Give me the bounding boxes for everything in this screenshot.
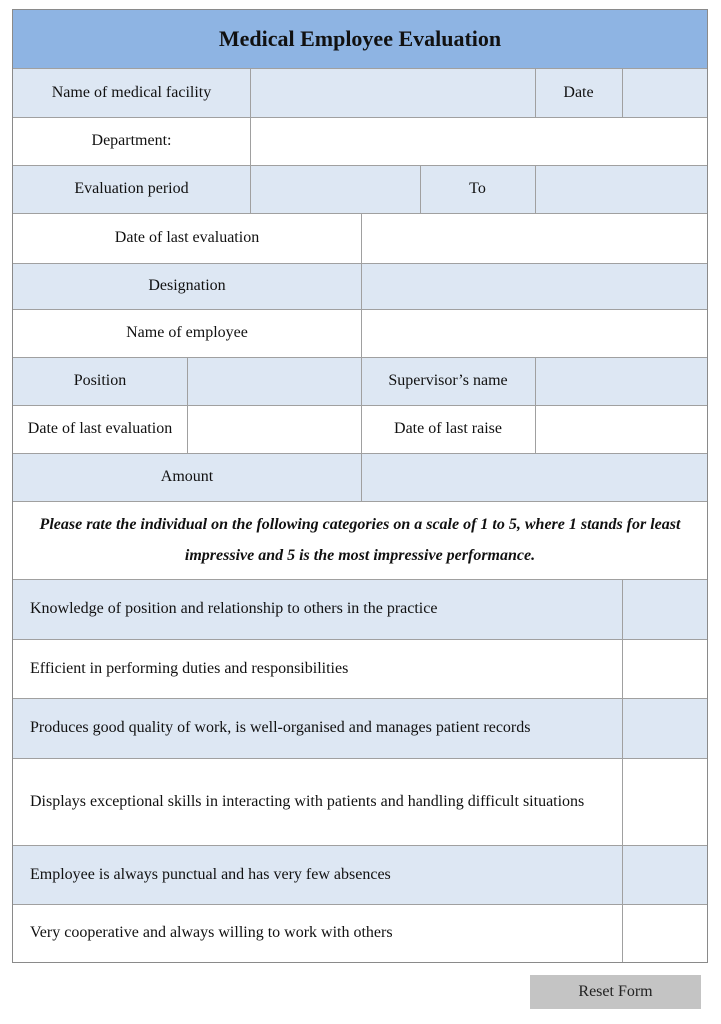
reset-form-button[interactable]: Reset Form <box>530 975 701 1009</box>
grid-line <box>420 165 421 213</box>
grid-line <box>361 213 362 501</box>
grid-line <box>622 68 623 117</box>
grid-line <box>622 579 623 962</box>
evaluation-form <box>12 9 708 963</box>
amount-input[interactable] <box>361 453 707 501</box>
date-last-eval-input[interactable] <box>361 213 707 263</box>
criteria-label: Employee is always punctual and has very few absences <box>13 845 622 904</box>
date-label: Date <box>535 68 622 117</box>
criteria-rating-input[interactable] <box>622 758 707 845</box>
department-label: Department: <box>13 117 250 165</box>
criteria-rating-input[interactable] <box>622 698 707 758</box>
grid-line <box>13 117 707 118</box>
grid-line <box>13 68 707 69</box>
grid-line <box>13 263 707 264</box>
grid-line <box>13 453 707 454</box>
grid-line <box>13 845 707 846</box>
criteria-rating-input[interactable] <box>622 579 707 639</box>
grid-line <box>250 117 251 165</box>
grid-line <box>13 904 707 905</box>
grid-line <box>13 309 707 310</box>
grid-line <box>13 405 707 406</box>
amount-label: Amount <box>13 453 361 501</box>
date-last-eval-label-2: Date of last evaluation <box>13 405 187 453</box>
grid-line <box>250 68 251 117</box>
grid-line <box>250 165 251 213</box>
employee-name-input[interactable] <box>361 309 707 357</box>
grid-line <box>13 639 707 640</box>
grid-line <box>535 68 536 117</box>
criteria-label: Efficient in performing duties and responsibilities <box>13 639 622 698</box>
eval-period-to-input[interactable] <box>535 165 707 213</box>
facility-label: Name of medical facility <box>13 68 250 117</box>
criteria-label: Very cooperative and always willing to work with others <box>13 904 622 962</box>
date-last-eval-input-2[interactable] <box>187 405 361 453</box>
grid-line <box>13 501 707 502</box>
criteria-rating-input[interactable] <box>622 845 707 904</box>
department-input[interactable] <box>250 117 707 165</box>
facility-input[interactable] <box>250 68 535 117</box>
criteria-rating-input[interactable] <box>622 904 707 962</box>
to-label: To <box>420 165 535 213</box>
date-last-raise-input[interactable] <box>535 405 707 453</box>
designation-label: Designation <box>13 263 361 309</box>
eval-period-label: Evaluation period <box>13 165 250 213</box>
designation-input[interactable] <box>361 263 707 309</box>
form-title: Medical Employee Evaluation <box>13 10 707 68</box>
criteria-rating-input[interactable] <box>622 639 707 698</box>
date-input[interactable] <box>622 68 707 117</box>
grid-line <box>13 165 707 166</box>
position-input[interactable] <box>187 357 361 405</box>
criteria-label: Knowledge of position and relationship to others in the practice <box>13 579 622 639</box>
grid-line <box>187 357 188 453</box>
criteria-label: Displays exceptional skills in interacting with patients and handling difficult situations <box>13 758 622 845</box>
criteria-label: Produces good quality of work, is well-organised and manages patient records <box>13 698 622 758</box>
grid-line <box>13 357 707 358</box>
grid-line <box>535 165 536 213</box>
supervisor-input[interactable] <box>535 357 707 405</box>
supervisor-label: Supervisor’s name <box>361 357 535 405</box>
rating-instructions: Please rate the individual on the following categories on a scale of 1 to 5, where 1 stands for least impressive and 5 is the most impressive performance. <box>39 516 681 564</box>
date-last-eval-label: Date of last evaluation <box>13 213 361 263</box>
grid-line <box>13 579 707 580</box>
grid-line <box>13 698 707 699</box>
grid-line <box>13 758 707 759</box>
eval-period-from-input[interactable] <box>250 165 420 213</box>
employee-name-label: Name of employee <box>13 309 361 357</box>
grid-line <box>535 357 536 453</box>
grid-line <box>13 213 707 214</box>
date-last-raise-label: Date of last raise <box>361 405 535 453</box>
position-label: Position <box>13 357 187 405</box>
